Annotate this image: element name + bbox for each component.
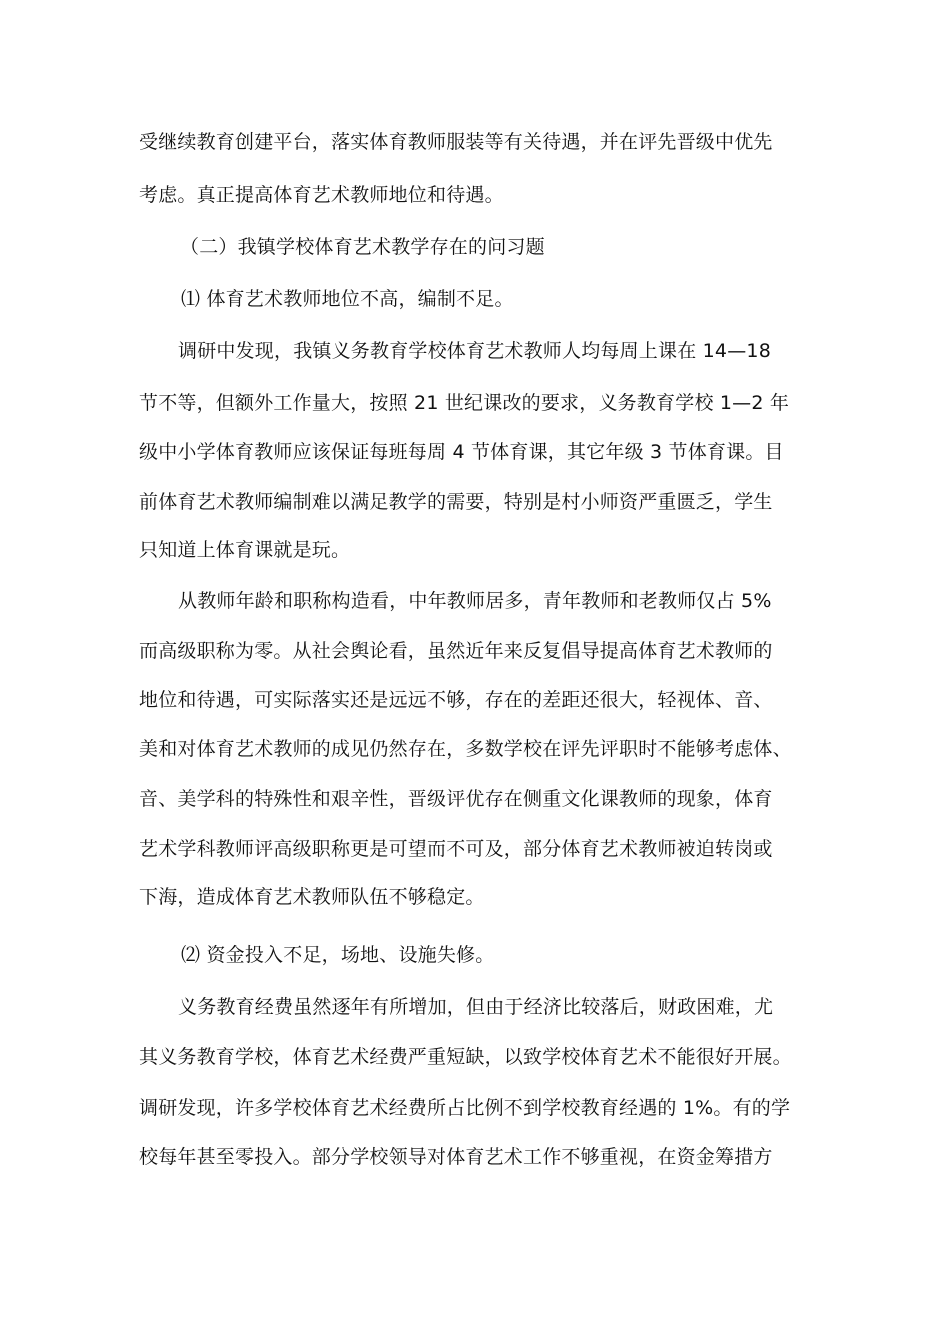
paragraph-3-line-3: 地位和待遇，可实际落实还是远远不够，存在的差距还很大，轻视体、音、 (139, 689, 773, 711)
paragraph-4-line-2: 其义务教育学校，体育艺术经费严重短缺，以致学校体育艺术不能很好开展。 (139, 1046, 792, 1068)
subheading-2: ⑵ 资金投入不足，场地、设施失修。 (181, 944, 495, 966)
paragraph-2-line-2: 节不等，但额外工作量大，按照 21 世纪课改的要求，义务教育学校 1—2 年 (139, 392, 790, 414)
paragraph-1-line-1: 受继续教育创建平台，落实体育教师服装等有关待遇，并在评先晋级中优先 (139, 131, 773, 153)
paragraph-4-line-1: 义务教育经费虽然逐年有所增加，但由于经济比较落后，财政困难，尤 (178, 996, 774, 1018)
paragraph-3-line-5: 音、美学科的特殊性和艰辛性，晋级评优存在侧重文化课教师的现象，体育 (139, 788, 773, 810)
subheading-1: ⑴ 体育艺术教师地位不高，编制不足。 (181, 288, 514, 310)
paragraph-2-line-1: 调研中发现，我镇义务教育学校体育艺术教师人均每周上课在 14—18 (178, 340, 771, 362)
paragraph-2-line-3: 级中小学体育教师应该保证每班每周 4 节体育课，其它年级 3 节体育课。目 (139, 441, 784, 463)
paragraph-4-line-4: 校每年甚至零投入。部分学校领导对体育艺术工作不够重视，在资金筹措方 (139, 1146, 773, 1168)
paragraph-3-line-6: 艺术学科教师评高级职称更是可望而不可及，部分体育艺术教师被迫转岗或 (139, 838, 773, 860)
paragraph-2-line-5: 只知道上体育课就是玩。 (139, 539, 351, 561)
paragraph-3-line-4: 美和对体育艺术教师的成见仍然存在，多数学校在评先评职时不能够考虑体、 (139, 738, 792, 760)
paragraph-1-line-2: 考虑。真正提高体育艺术教师地位和待遇。 (139, 184, 504, 206)
paragraph-2-line-4: 前体育艺术教师编制难以满足教学的需要，特别是村小师资严重匮乏，学生 (139, 491, 773, 513)
paragraph-3-line-7: 下海，造成体育艺术教师队伍不够稳定。 (139, 886, 485, 908)
paragraph-4-line-3: 调研发现，许多学校体育艺术经费所占比例不到学校教育经遇的 1%。有的学 (139, 1097, 791, 1119)
section-heading: （二）我镇学校体育艺术教学存在的问习题 (180, 236, 545, 258)
paragraph-3-line-2: 而高级职称为零。从社会舆论看，虽然近年来反复倡导提高体育艺术教师的 (139, 640, 773, 662)
paragraph-3-line-1: 从教师年龄和职称构造看，中年教师居多，青年教师和老教师仅占 5% (178, 590, 772, 612)
